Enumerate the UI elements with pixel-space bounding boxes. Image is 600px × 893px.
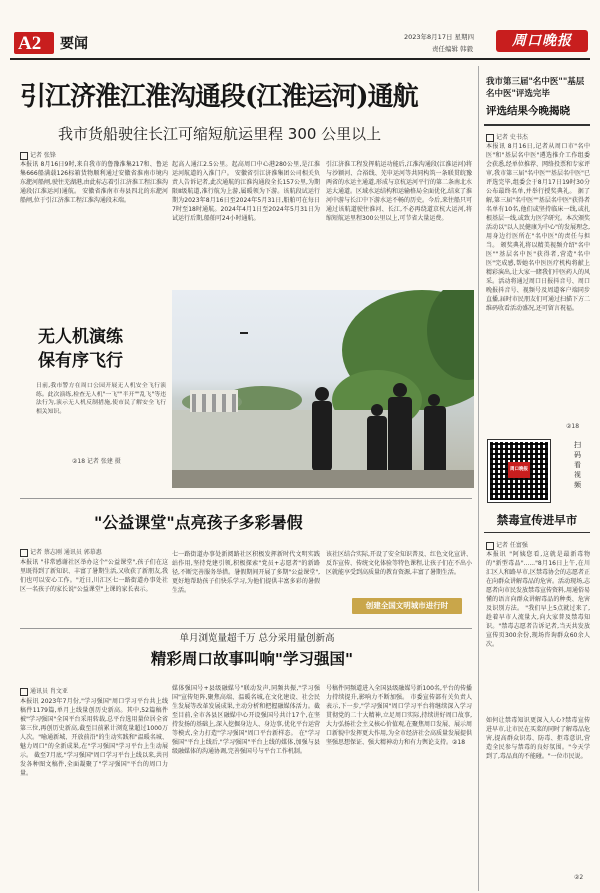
qr-badge-text: 周口晚报	[510, 467, 528, 472]
reporter-marker-icon	[20, 152, 28, 160]
editor-credit: 责任编辑 韩毅	[432, 45, 474, 53]
sidebar-heading-2: 禁毒宣传进早市	[496, 513, 578, 527]
qr-badge	[508, 462, 530, 478]
lead-headline: 引江济淮江淮沟通段(江淮运河)通航	[20, 82, 418, 112]
drone-credit: ②18 记者 张建 摄	[72, 458, 121, 465]
sidebar-reporter-end: ②18	[566, 423, 580, 430]
masthead	[0, 0, 600, 62]
newspaper-logo	[496, 30, 588, 52]
drone-title-1: 无人机演练	[38, 327, 123, 347]
sidebar-text: 本报讯 8月16日,记者从周口市"名中医"和"基层名中医"遴选推介工作组委会获悉,经单位推荐、网络投票和专家评审,我市第三届"名中医""基层名中医"已评选完毕,组委会于8月17日19时30分公布最终名单,并举行授奖典礼。 据了解,第三届"名中医""基层名中医"获得者名单有10名,他们或坚持临床一线,或扎根基层一线,或致力医学研究。本次颁奖活动以"以人民健康为中心"的发展理念,用身边行医所在"名中医"的责任与担当。 颁奖典礼将以精美视频介绍"名中医""基层名中医"获得者,营造"名中医"完成感,帮她名中医医疗机构将献上精彩演出,让大家一睹我们中医药人的风采。活动将通过周口日报抖音号、周口晚报抖音号、视频号及周道客户端同步直播,届时市民朋友们可通过扫描下方二维码收看活动盛况,还可留言祝福。	[486, 143, 590, 312]
drone-story	[20, 290, 474, 488]
logo-text: 周口晚报	[512, 33, 572, 49]
xxqg-headline: 精彩周口故事叫响"学习强国"	[150, 650, 354, 668]
sidebar-reporter-2: 记者 任富强	[486, 540, 528, 550]
drone-title-2: 保有序飞行	[38, 351, 123, 371]
section-number: A2	[18, 33, 42, 54]
xxqg-col-3: 号稿件同频道进入全国县级融媒号新100名,平台的传播力持续提升,影响力不断加强。 市委宣传部有关负责人表示,下一步,"学习强国"周口学习平台将继续深入学习贯彻党的二十大精神,立足周口实际,持续讲好周口故事,大力弘扬社会主义核心价值观,在聚焦周口发展、展示周口新貌中发挥更大作用,为全市经济社会高质量发展提供坚强思想保证、强大精神动力和有力舆论支持。②18	[326, 685, 472, 746]
classroom-col-3: 该社区结合实际,开设了安全知识普及、红色文化宣讲、反诈宣传、传统文化体验等特色课程,让孩子们在不出小区就能享受到高质量的教育资源,丰富了暑期生活。	[326, 551, 472, 576]
sidebar-reporter: 记者 史书杰	[486, 132, 528, 142]
masthead-rule	[10, 58, 590, 60]
qr-code[interactable]	[488, 440, 550, 502]
section-name: 要闻	[60, 36, 88, 52]
classroom-col-1: 本报讯 "非常感谢社区举办这个"公益课堂",孩子们在这里既得到了新知识、丰富了暑期生活,又收获了新朋友,我们也可以安心工作。"近日,川汇区七一路街道办事处社区一名孩子的家长说"公益课堂"上课的家长表示。	[20, 559, 168, 593]
sidebar-text-2: 本报讯 "阿姨您看,这就是最新毒物的"新型毒品"......"8月16日上午,在川汇区人和路早市,区禁毒协会的志愿者正在向群众讲解毒品的危害。活动现场,志愿者向市民发放禁毒宣传资料,用通俗易懂的语言向群众讲解毒品的种类、危害及识别方法。 "我们早上5点就过来了,趁着早市人流量大,向大家普及禁毒知识。"禁毒志愿者告诉记者,当天共发放宣传页300余份,现场咨询群众60余人次。	[486, 551, 590, 648]
xxqg-col-1: 本报讯 2023年7月份,"学习强国"周口学习平台共上线稿件1179篇,单月上线量创历史新高。其中,52篇稿件被"学习强国"全国平台采用转载,总平台选用量位居全省第三位,再创历史新高,截至目前累计浏览量超过1000万人次。"喻通新城、开放前沿"的生动实践和"温暖名城、魅力周口"的全新成果,在"学习强国"学习平台上生动展示。 截至7月底,"学习强国"周口学习平台上线以来,共刊发各种图文稿件,全面凝聚了"学习强国"平台的周口力量。	[20, 698, 168, 777]
qr-caption: 扫码看视频	[574, 441, 581, 489]
classroom-reporter: 记者 蔡志刚 通讯员 郭慕惠	[20, 547, 102, 557]
xxqg-kicker: 单月浏览量超千万 总分采用量创新高	[179, 633, 335, 644]
sidebar-reporter-3: ②2	[574, 874, 584, 881]
drone-photo	[172, 290, 474, 488]
sidebar-rule-1	[484, 124, 590, 126]
issue-date: 2023年8月17日 星期四	[404, 33, 475, 41]
lead-subheadline: 我市货船驶往长江可缩短航运里程 300 公里以上	[58, 125, 382, 143]
sidebar-teaser-title: 评选结果今晚揭晓	[486, 105, 570, 117]
classroom-top-rule	[20, 498, 472, 499]
sidebar-rule-2	[484, 532, 590, 533]
classroom-col-2: 七一路街道办事处新阅路社区积极发挥新时代文明实践站作用,坚持党建引领,积极探索"党员+志愿者"的新路径,不断完善服务举措。暑假期间开展了多期"公益课堂",更好地帮助孩子们快乐学习,为他们提供丰富多彩的暑假生活。	[172, 551, 320, 594]
reporter-marker-icon	[486, 134, 494, 142]
drone-scene	[172, 290, 474, 488]
sidebar-text-3: 如何让禁毒知识更深入人心?禁毒宣传进早市,让市民在买菜的同时了解毒品危害,提高群众识毒、防毒、拒毒意识,营造全民参与禁毒的良好氛围。"今天学到了,毒品真的不能碰。"一位市民说。	[486, 717, 590, 760]
lead-col-1: 本报讯 8月16日9时,来自我市的鲁豫淮集217和、鲁运集666船满载126标箱货物顺利通过安徽省淮南市境内东淝河船闸,驶往芜湖港,由此标志着引江济淮工程江淮沟通段(江淮运河)通航。 安徽省淮南市寿县四北的东淝河船闸,位于引江济淮工程江淮沟通段末端。	[20, 161, 168, 204]
lead-reporter: 记者 张锋	[20, 150, 56, 160]
classroom-headline: "公益课堂"点亮孩子多彩暑假	[94, 513, 303, 532]
xxqg-col-2: 媒体强国号+县级融媒号"联动发声,同频共振,"学习强国"宣传矩阵,聚焦高端、温暖名城,在文化建设、社会民生发展等改革发展成果,主动分析和把握融媒体活力。截至目前,全市各县区融媒中心开设强国号共计17个,在坚持发扬的基础上,深入挖掘身边人、身边事,优化平台运营等模式,全力打造"学习强国"周口平台新样态。 在"学习强国"平台上线后,"学习强国"平台上线的媒体,加强与县级融媒体的沟通协调,完善强国号与平台工作机制。	[172, 685, 320, 755]
xxqg-reporter: 通讯员 肖文亚	[20, 686, 68, 696]
drone-caption: 日前,我市警方在周口公园开展无人机安全飞行演练。此次演练,检查无人机"一飞""半开""乱飞"等违法行为,演示无人机反制措施,使市民了解安全飞行相关知识。	[36, 383, 166, 415]
reporter-marker-icon	[486, 542, 494, 550]
reporter-marker-icon	[20, 688, 28, 696]
lead-col-3: 引江济淮工程发挥航运功能后,江淮沟通段(江淮运河)将与沙颍河、合裕线、芜申运河等共同构筑一条联贯皖豫两省的水运主通道,形成与京杭运河平行的第二条南北水运大通道。区域水运结构和运输格局全面优化,结束了淮河中游与长江中下游水运不畅的历史。今后,来往船只可通过该航道驶往淮河、长江,不必再绕道京杭大运河,将缩短航运里程300公里以上,可节省大量运费。	[326, 161, 472, 222]
lead-column-divider	[478, 66, 479, 891]
civilization-badge-text: 创建全国文明城市进行时	[365, 601, 449, 610]
sidebar-teaser: 我市第三届"名中医""基层名中医"评选完毕	[486, 77, 585, 99]
reporter-marker-icon	[20, 549, 28, 557]
classroom-bottom-rule	[20, 628, 472, 629]
lead-col-2: 起高人通江2.5公里。起高周口中心港280公里,是江淮运河航道的入淮门户。 安徽省引江济淮集团公司相关负责人告诉记者,此次通航的江淮沟通段全长157公里,为期限Ⅱ级航道,准行航为上游,属暖领为下游。该航段试运行期为2023年8月16日至2024年5月31日,船舶可在每日7时至18时通航。2024年4月1日至2024年5月31日为试运行后期,船舶可24小时通航。	[172, 161, 320, 222]
civilization-badge	[352, 598, 462, 614]
